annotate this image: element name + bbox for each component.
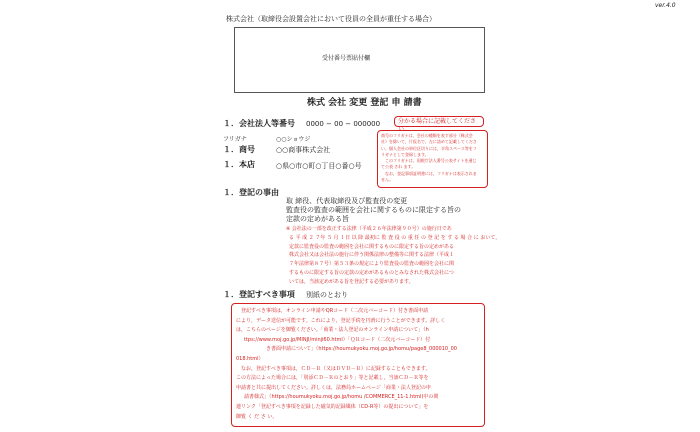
online-note-line: 登記すべき事項は，オンライン申請やQRコード（二次元バーコード）付き書面申請	[236, 308, 429, 314]
online-note-line: により，データ送信が可能です。これにより，登記手続を円滑に行うことができます。詳しく	[236, 317, 446, 324]
corp-number-value[interactable]: 0000 − 00 − 000000	[306, 120, 381, 128]
reason-note-line: る 平 成 ２ ７年 ５ 月 １日 以 降 最初に 監 査 役 の 重 任 の 登 記 を す る 場 合 に おいて，	[289, 234, 501, 241]
stamp-box	[234, 27, 485, 93]
furigana-note-line: い。個人会社の単位区切りには，半角スペース等をフ	[381, 145, 477, 151]
online-note-line: 申請書と共に提出してください。詳しくは，法務局ホームページ「商業・法人登記の申	[236, 384, 431, 391]
reason-item: 定款の定めがある旨	[286, 215, 349, 223]
online-note-box	[231, 303, 485, 427]
reason-note-line: 株式会社又は会社法の施行に伴う関係法律の整備等に関する法律（平成１	[289, 252, 455, 259]
reason-note-line: ※ 会社法の一部を改正する法律（平成２６年法律第９０号）の施行日であ	[286, 226, 452, 232]
online-note-line: なお，登記すべき事項は，ＣＤ－Ｒ（又はＤＶＤ－Ｒ）に記録することもできます。	[236, 365, 431, 372]
reason-note-line: 定款に監査役の監査の範囲を会社に関するものに限定する旨の定めがある	[289, 243, 455, 250]
furigana-note-line: なお，登記事項証明書には，フリガナは表示されま	[381, 170, 477, 176]
reason-note-line: いては，当該定めがある旨を登記する必要があります。	[289, 278, 414, 285]
version-label: ver.4.0	[655, 2, 676, 9]
furigana-note-line: て公表 され ます。	[381, 164, 416, 170]
corp-number-label: １．会社法人等番号	[223, 119, 295, 128]
reason-item: 監査役の監査の範囲を会社に関するものに限定する旨の	[286, 206, 461, 214]
furigana-note-box	[377, 130, 488, 188]
header-note: 株式会社（取締役会設置会社において役員の全員が重任する場合）	[226, 15, 436, 23]
matters-value[interactable]: 別紙のとおり	[306, 291, 348, 299]
online-note-line: は，こちらのページを御覧ください。「商業・法人登記のオンライン申請について」（h	[236, 327, 429, 334]
head-office-label: １．本店	[223, 160, 255, 169]
reason-item: 取 締役、代表取締役及び監査役の変更	[286, 197, 408, 205]
online-note-line: この方法によった場合には，「別添ＣＤ－Ｒのとおり」等と記載し，当該ＣＤ－Ｒ等を	[236, 375, 429, 382]
corp-number-callout-text: 分かる場合に記載してくださ	[398, 118, 477, 125]
furigana-note-line: このフリガナは，国税庁法人番号公表サイトを通じ	[381, 158, 477, 164]
online-note-link[interactable]: 請書様式」（https://houmukyoku.moj.go.jp/homu /COMMERCE_11-1.html)中の関	[244, 394, 439, 401]
furigana-label: フリガナ	[223, 136, 247, 143]
online-note-link[interactable]: き書面申請について」（https://houmukyoku.moj.go.jp/homu/page8_000010_00	[266, 346, 457, 353]
furigana-note-line: せん。	[381, 177, 394, 183]
trade-name-label: １．商号	[223, 145, 255, 154]
furigana-note-line: リガナとして登録します。	[381, 151, 429, 157]
furigana-value[interactable]: ○○ショウジ	[276, 136, 311, 143]
trade-name-value[interactable]: ○○商事株式会社	[276, 146, 331, 154]
reason-label: １．登記の事由	[223, 188, 279, 197]
furigana-note-line: 社）を除いて，片仮名で，左に詰めて記載してくださ	[381, 139, 477, 145]
reason-items	[286, 197, 461, 224]
online-note-link[interactable]: ttps://www.moj.go.jp/MINJI/minji60.html）「ＱＲコード（二次元バーコード）付	[244, 336, 431, 343]
reason-note-line: するものに限定する旨の定款の定めがあるものとみなされた株式会社につ	[289, 269, 454, 276]
online-note-link[interactable]: 018.html）	[236, 355, 264, 362]
head-office-value[interactable]: ○県○市○町○丁目○番○号	[276, 162, 362, 170]
matters-label: １．登記すべき事項	[223, 290, 295, 299]
reason-note	[286, 225, 500, 287]
stamp-box-label: 受付番号票貼付欄	[322, 55, 371, 62]
reason-note-line: ７年法律第８７号）第５３条の規定により監査役の監査の範囲を会社に関	[289, 261, 455, 268]
furigana-note-line: 商号のフリガナは，会社の種類を表す部分（株式会	[381, 133, 473, 138]
online-note-line: 御覧 く だ さ い。	[236, 413, 278, 420]
corp-number-callout	[394, 116, 484, 127]
online-note-line: 連リンク「登記すべき事項を記録した磁気的記録媒体（CD-R等）の提出について」を	[236, 403, 429, 410]
form-title: 株式 会社 変更 登記 申 請書	[307, 98, 422, 108]
